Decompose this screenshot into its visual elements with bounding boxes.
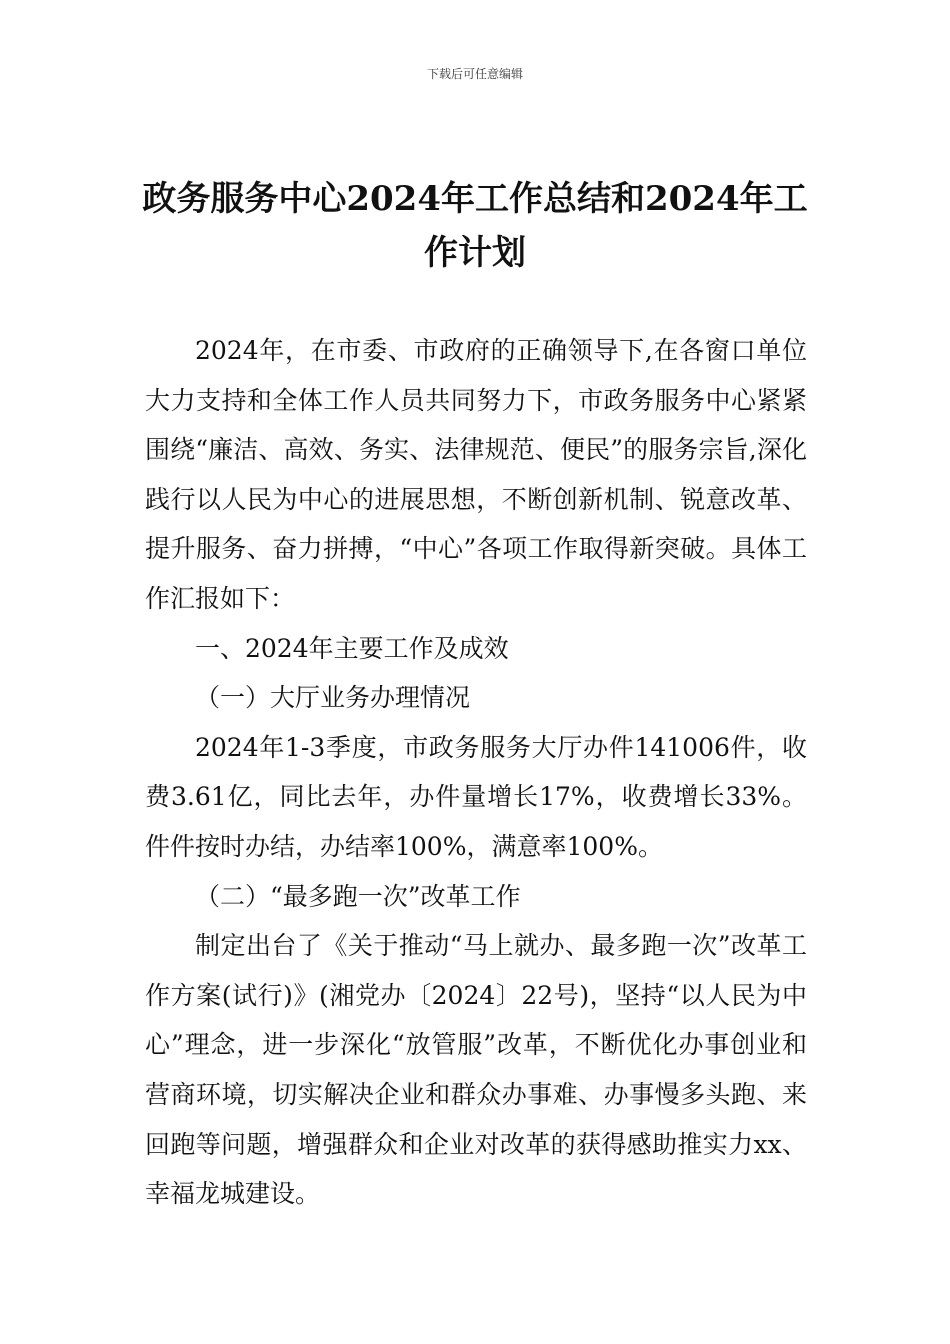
document-title: 政务服务中心2024年工作总结和2024年工作计划 <box>142 179 808 273</box>
subsection-heading-1: （一）大厅业务办理情况 <box>195 683 471 713</box>
header-note: 下载后可任意编辑 <box>426 67 523 81</box>
document-body <box>145 326 807 1219</box>
intro-paragraph: 2024年，在市委、市政府的正确领导下,在各窗口单位大力支持和全体工作人员共同努力下，市政务服务中心紧紧围绕“廉洁、高效、务实、法律规范、便民”的服务宗旨,深化践行以人民为中心的进展思想，不断创新机制、锐意改革、提升服务、奋力拼搏，“中心”各项工作取得新突破。具体工作汇报如下： <box>145 336 807 613</box>
hall-business-paragraph: 2024年1-3季度，市政务服务大厅办件141006件，收费3.61亿，同比去年，办件量增长17%，收费增长33%。件件按时办结，办结率100%，满意率100%。 <box>145 732 807 861</box>
reform-paragraph: 制定出台了《关于推动“马上就办、最多跑一次”改革工作方案(试行)》(湘党办〔2024〕22号)，坚持“以人民为中心”理念，进一步深化“放管服”改革，不断优化办事创业和营商环境，切实解决企业和群众办事难、办事慢多头跑、来回跑等问题，增强群众和企业对改革的获得感助推实力xx、幸福龙城建设。 <box>145 931 807 1209</box>
subsection-heading-2: （二）“最多跑一次”改革工作 <box>195 881 521 911</box>
section-heading-1: 一、2024年主要工作及成效 <box>195 633 509 663</box>
